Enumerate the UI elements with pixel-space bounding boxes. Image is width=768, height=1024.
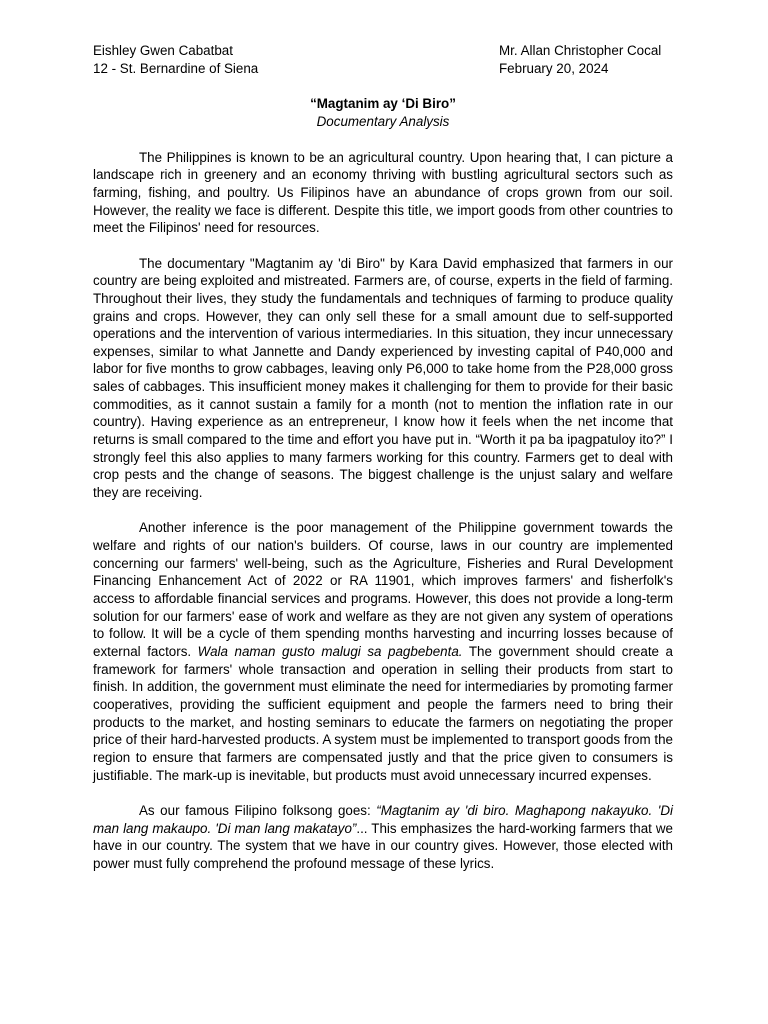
document-date: February 20, 2024 xyxy=(499,60,609,76)
teacher-info xyxy=(499,42,673,77)
paragraph-4-folksong-lyrics: “Magtanim ay 'di biro. Maghapong nakayuko. 'Di man lang makaupo. 'Di man lang makatayo” xyxy=(93,802,673,836)
paragraph-2: The documentary "Magtanim ay 'di Biro" by Kara David emphasized that farmers in our country are being exploited and mistreated. Farmers are, of course, experts in the field of farming. Throughout their lives, they study the fundamentals and techniques of farming to produce quality grains and crops. However, they can only sell these for a small amount due to self-supported operations and the intervention of various intermediaries. In this situation, they incur unnecessary expenses, similar to what Jannette and Dandy experienced by investing capital of P40,000 and labor for five months to grow cabbages, leaving only P6,000 to take home from the P28,000 gross sales of cabbages. This insufficient money makes it challenging for them to provide for their basic commodities, as it cannot sustain a family for a month (not to mention the inflation rate in our country). Having experience as an entrepreneur, I know how it feels when the net income that returns is small compared to the time and effort you have put in. “Worth it pa ba ipagpatuloy ito?” I strongly feel this also applies to many farmers working for this country. Farmers get to deal with crop pests and the change of seasons. The biggest challenge is the unjust salary and welfare they are receiving. xyxy=(93,255,673,501)
paragraph-4 xyxy=(93,802,673,873)
paragraph-1: The Philippines is known to be an agricultural country. Upon hearing that, I can picture a landscape rich in greenery and an economy thriving with bustling agricultural sectors such as farming, fishing, and poultry. Us Filipinos have an abundance of crops grown from our soil. However, the reality we face is different. Despite this title, we import goods from other countries to meet the Filipinos' need for resources. xyxy=(93,149,673,236)
student-info xyxy=(93,42,258,77)
title-block xyxy=(93,95,673,130)
teacher-name: Mr. Allan Christopher Cocal xyxy=(499,43,662,58)
document-page xyxy=(93,42,673,872)
paragraph-4-text-a: As our famous Filipino folksong goes: xyxy=(139,802,371,818)
document-subtitle: Documentary Analysis xyxy=(316,113,450,129)
paragraph-3 xyxy=(93,519,673,784)
author-name: Eishley Gwen Cabatbat xyxy=(93,43,233,58)
paragraph-3-text-b: The government should create a framework for farmers' whole transaction and operation in selling their products from start to finish. In addition, the government must eliminate the need for intermediaries by promoting farmer cooperatives, providing the sufficient equipment and people the farmers need to bring their products to the market, and hosting seminars to educate the farmers on negotiating the proper price of their hard-harvested products. A system must be implemented to transport goods from the region to ensure that farmers are compensated justly and that the price given to consumers is justifiable. The mark-up is inevitable, but products must avoid unnecessary incurred expenses. xyxy=(93,643,673,783)
document-header xyxy=(93,42,673,77)
paragraph-3-text-a: Another inference is the poor management of the Philippine government towards the welfare and rights of our nation's builders. Of course, laws in our country are implemented concerning our farmers' well-being, such as the Agriculture, Fisheries and Rural Development Financing Enhancement Act of 2022 or RA 11901, which improves farmers' and fisherfolk's access to affordable financial services and programs. However, this does not provide a long-term solution for our farmers' ease of work and welfare as they are not given any system of operations to follow. It will be a cycle of them spending months harvesting and incurring losses because of external factors. xyxy=(93,520,673,659)
paragraph-3-italic-quote: Wala naman gusto malugi sa pagbebenta. xyxy=(197,643,463,659)
author-section: 12 - St. Bernardine of Siena xyxy=(93,60,259,76)
document-title: “Magtanim ay ‘Di Biro” xyxy=(310,96,456,112)
paragraph-4-text-b: ... This emphasizes the hard-working farmers that we have in our country. The system that we have in our country gives. However, those elected with power must fully comprehend the profound message of these lyrics. xyxy=(93,820,673,871)
